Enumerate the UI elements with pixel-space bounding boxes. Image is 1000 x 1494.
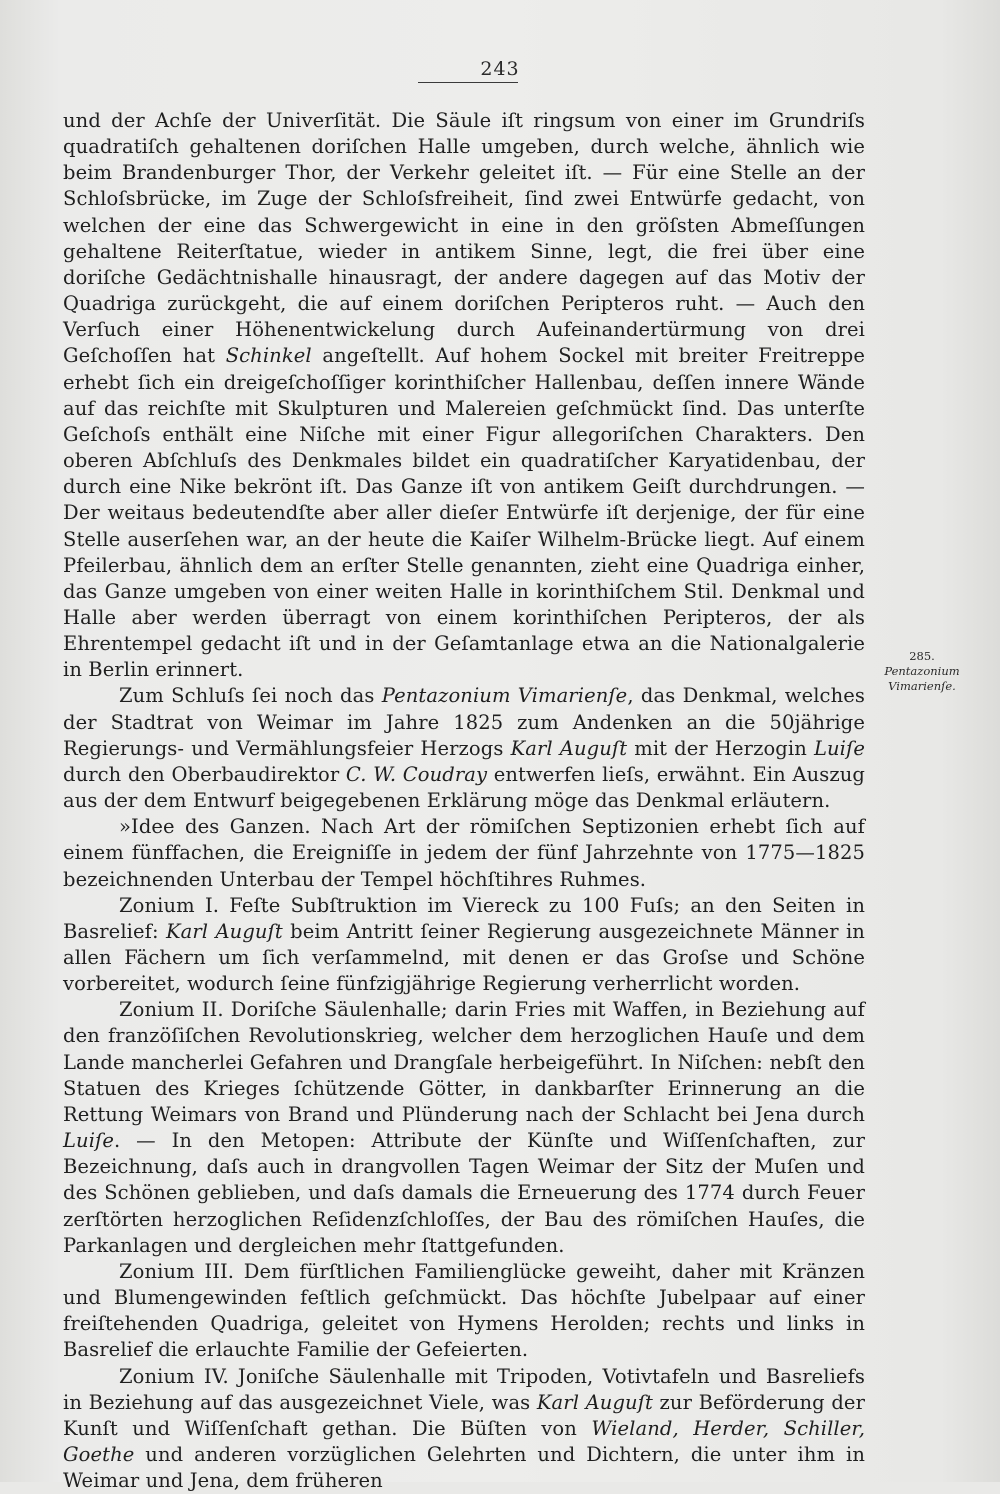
margin-note-title: Pentazonium Vimarienſe. — [872, 664, 972, 694]
italic-text: Luiſe — [814, 737, 865, 760]
text-run: Zum Schluſs ſei noch das — [119, 684, 382, 707]
italic-text: C. W. Coudray — [346, 763, 487, 786]
paragraph — [63, 683, 865, 814]
italic-text: Luiſe — [63, 1129, 114, 1152]
body-text — [63, 108, 865, 1494]
text-run: »Idee des Ganzen. Nach Art der römiſchen Septizonien erhebt ſich auf einem fünffachen, die Ereigniſſe in jedem der fünf Jahrzehnte von 1775—1825 bezeichnenden Unterbau der Tempel höchſtihres Ruhmes. — [63, 815, 865, 890]
text-run: entwerfen lieſs, erwähnt. Ein Auszug aus der dem Entwurf beigegebenen Erklärung möge das Denkmal erläutern. — [63, 763, 865, 812]
text-run: zur Beförderung der Kunſt und Wiſſenſchaft gethan. Die Büſten von — [63, 1391, 865, 1440]
text-run: durch den Oberbaudirektor — [63, 763, 346, 786]
text-run: und der Achſe der Univerſität. Die Säule iſt ringsum von einer im Grundriſs quadratiſch gehaltenen doriſchen Halle umgeben, durch welche, ähnlich wie beim Brandenburger Thor, der Verkehr geleitet iſt. — Für eine Stelle an der Schloſsbrücke, im Zuge der Schloſsfreiheit, ſind zwei Entwürfe gedacht, von welchen der eine das Schwergewicht in eine in den gröſsten Abmeſſungen gehaltene Reiterſtatue, wieder in antikem Sinne, legt, die frei über eine doriſche Gedächtnishalle hinausragt, der andere dagegen auf das Motiv der Quadriga zurückgeht, die auf einem doriſchen Peripteros ruht. — Auch den Verſuch einer Höhenentwickelung durch Aufeinandertürmung von drei Geſchoſſen hat — [63, 109, 865, 367]
margin-note — [872, 649, 972, 694]
text-run: beim Antritt ſeiner Regierung ausgezeichnete Männer in allen Fächern um ſich verſammelnd, mit denen er das Groſse und Schöne vorbereitet, wodurch ſeine fünfzigjährige Regierung verherrlicht worden. — [63, 920, 865, 995]
text-run: Zonium II. Doriſche Säulenhalle; darin Fries mit Waffen, in Beziehung auf den franzöſiſchen Revolutionskrieg, welcher dem herzoglichen Hauſe und dem Lande mancherlei Gefahren und Drangſale herbeigeführt. In Niſchen: nebſt den Statuen des Krieges ſchützende Götter, in dankbarſter Erinnerung an die Rettung Weimars von Brand und Plünderung nach der Schlacht bei Jena durch — [63, 998, 865, 1126]
paragraph — [63, 997, 865, 1259]
text-run: und anderen vorzüglichen Gelehrten und Dichtern, die unter ihm in Weimar und Jena, dem früheren — [63, 1443, 865, 1492]
italic-text: Karl Auguſt — [511, 737, 628, 760]
text-run: Zonium I. Feſte Subſtruktion im Viereck zu 100 Fuſs; an den Seiten in Basrelief: — [63, 894, 865, 943]
text-run: angeſtellt. Auf hohem Sockel mit breiter Freitreppe erhebt ſich ein dreigeſchoſſiger korinthiſcher Hallenbau, deſſen innere Wände auf das reichſte mit Skulpturen und Malereien geſchmückt ſind. Das unterſte Geſchoſs enthält eine Niſche mit einer Figur allegoriſchen Charakters. Den oberen Abſchluſs des Denkmales bildet ein quadratiſcher Karyatidenbau, der durch eine Nike bekrönt iſt. Das Ganze iſt von antikem Geiſt durchdrungen. — Der weitaus bedeutendſte aber aller dieſer Entwürfe iſt derjenige, der für eine Stelle auserſehen war, an der heute die Kaiſer Wilhelm-Brücke liegt. Auf einem Pfeilerbau, ähnlich dem an erſter Stelle genannten, zieht eine Quadriga einher, das Ganze umgeben von einer weiten Halle in korinthiſchem Stil. Denkmal und Halle aber werden überragt von einem korinthiſchen Peripteros, der als Ehrentempel gedacht iſt und in der Geſamtanlage etwa an die Nationalgalerie in Berlin erinnert. — [63, 344, 865, 681]
italic-text: Schinkel — [226, 344, 312, 367]
paragraph — [63, 1259, 865, 1364]
paragraph — [63, 814, 865, 892]
text-run: . — In den Metopen: Attribute der Künſte und Wiſſenſchaften, zur Bezeichnung, daſs auch in drangvollen Tagen Weimar der Sitz der Muſen und des Schönen geblieben, und daſs damals die Erneuerung des 1774 durch Feuer zerſtörten herzoglichen Reſidenzſchloſſes, der Bau des römiſchen Hauſes, die Parkanlagen und dergleichen mehr ſtattgefunden. — [63, 1129, 865, 1257]
italic-text: Wieland, Herder, Schiller, Goethe — [63, 1417, 865, 1466]
italic-text: Karl Auguſt — [537, 1391, 653, 1414]
paragraph — [63, 108, 865, 683]
text-run: , das Denkmal, welches der Stadtrat von Weimar im Jahre 1825 zum Andenken an die 50jährige Regierungs- und Vermählungsfeier Herzogs — [63, 684, 865, 759]
italic-text: Pentazonium Vimarienſe — [382, 684, 628, 707]
paragraph — [63, 893, 865, 998]
paragraph — [63, 1364, 865, 1494]
page-number: 243 — [0, 58, 1000, 80]
margin-note-number: 285. — [872, 649, 972, 664]
text-run: Zonium III. Dem fürſtlichen Familienglücke geweiht, daher mit Kränzen und Blumengewinden feſtlich geſchmückt. Das höchſte Jubelpaar auf einer freiſtehenden Quadriga, geleitet von Hymens Herolden; rechts und links in Basrelief die erlauchte Familie der Gefeierten. — [63, 1260, 865, 1361]
italic-text: Karl Auguſt — [166, 920, 283, 943]
text-run: mit der Herzogin — [627, 737, 814, 760]
text-run: Zonium IV. Joniſche Säulenhalle mit Tripoden, Votivtafeln und Basreliefs in Beziehung auf das ausgezeichnet Viele, was — [63, 1365, 865, 1414]
page-number-rule — [418, 82, 518, 83]
